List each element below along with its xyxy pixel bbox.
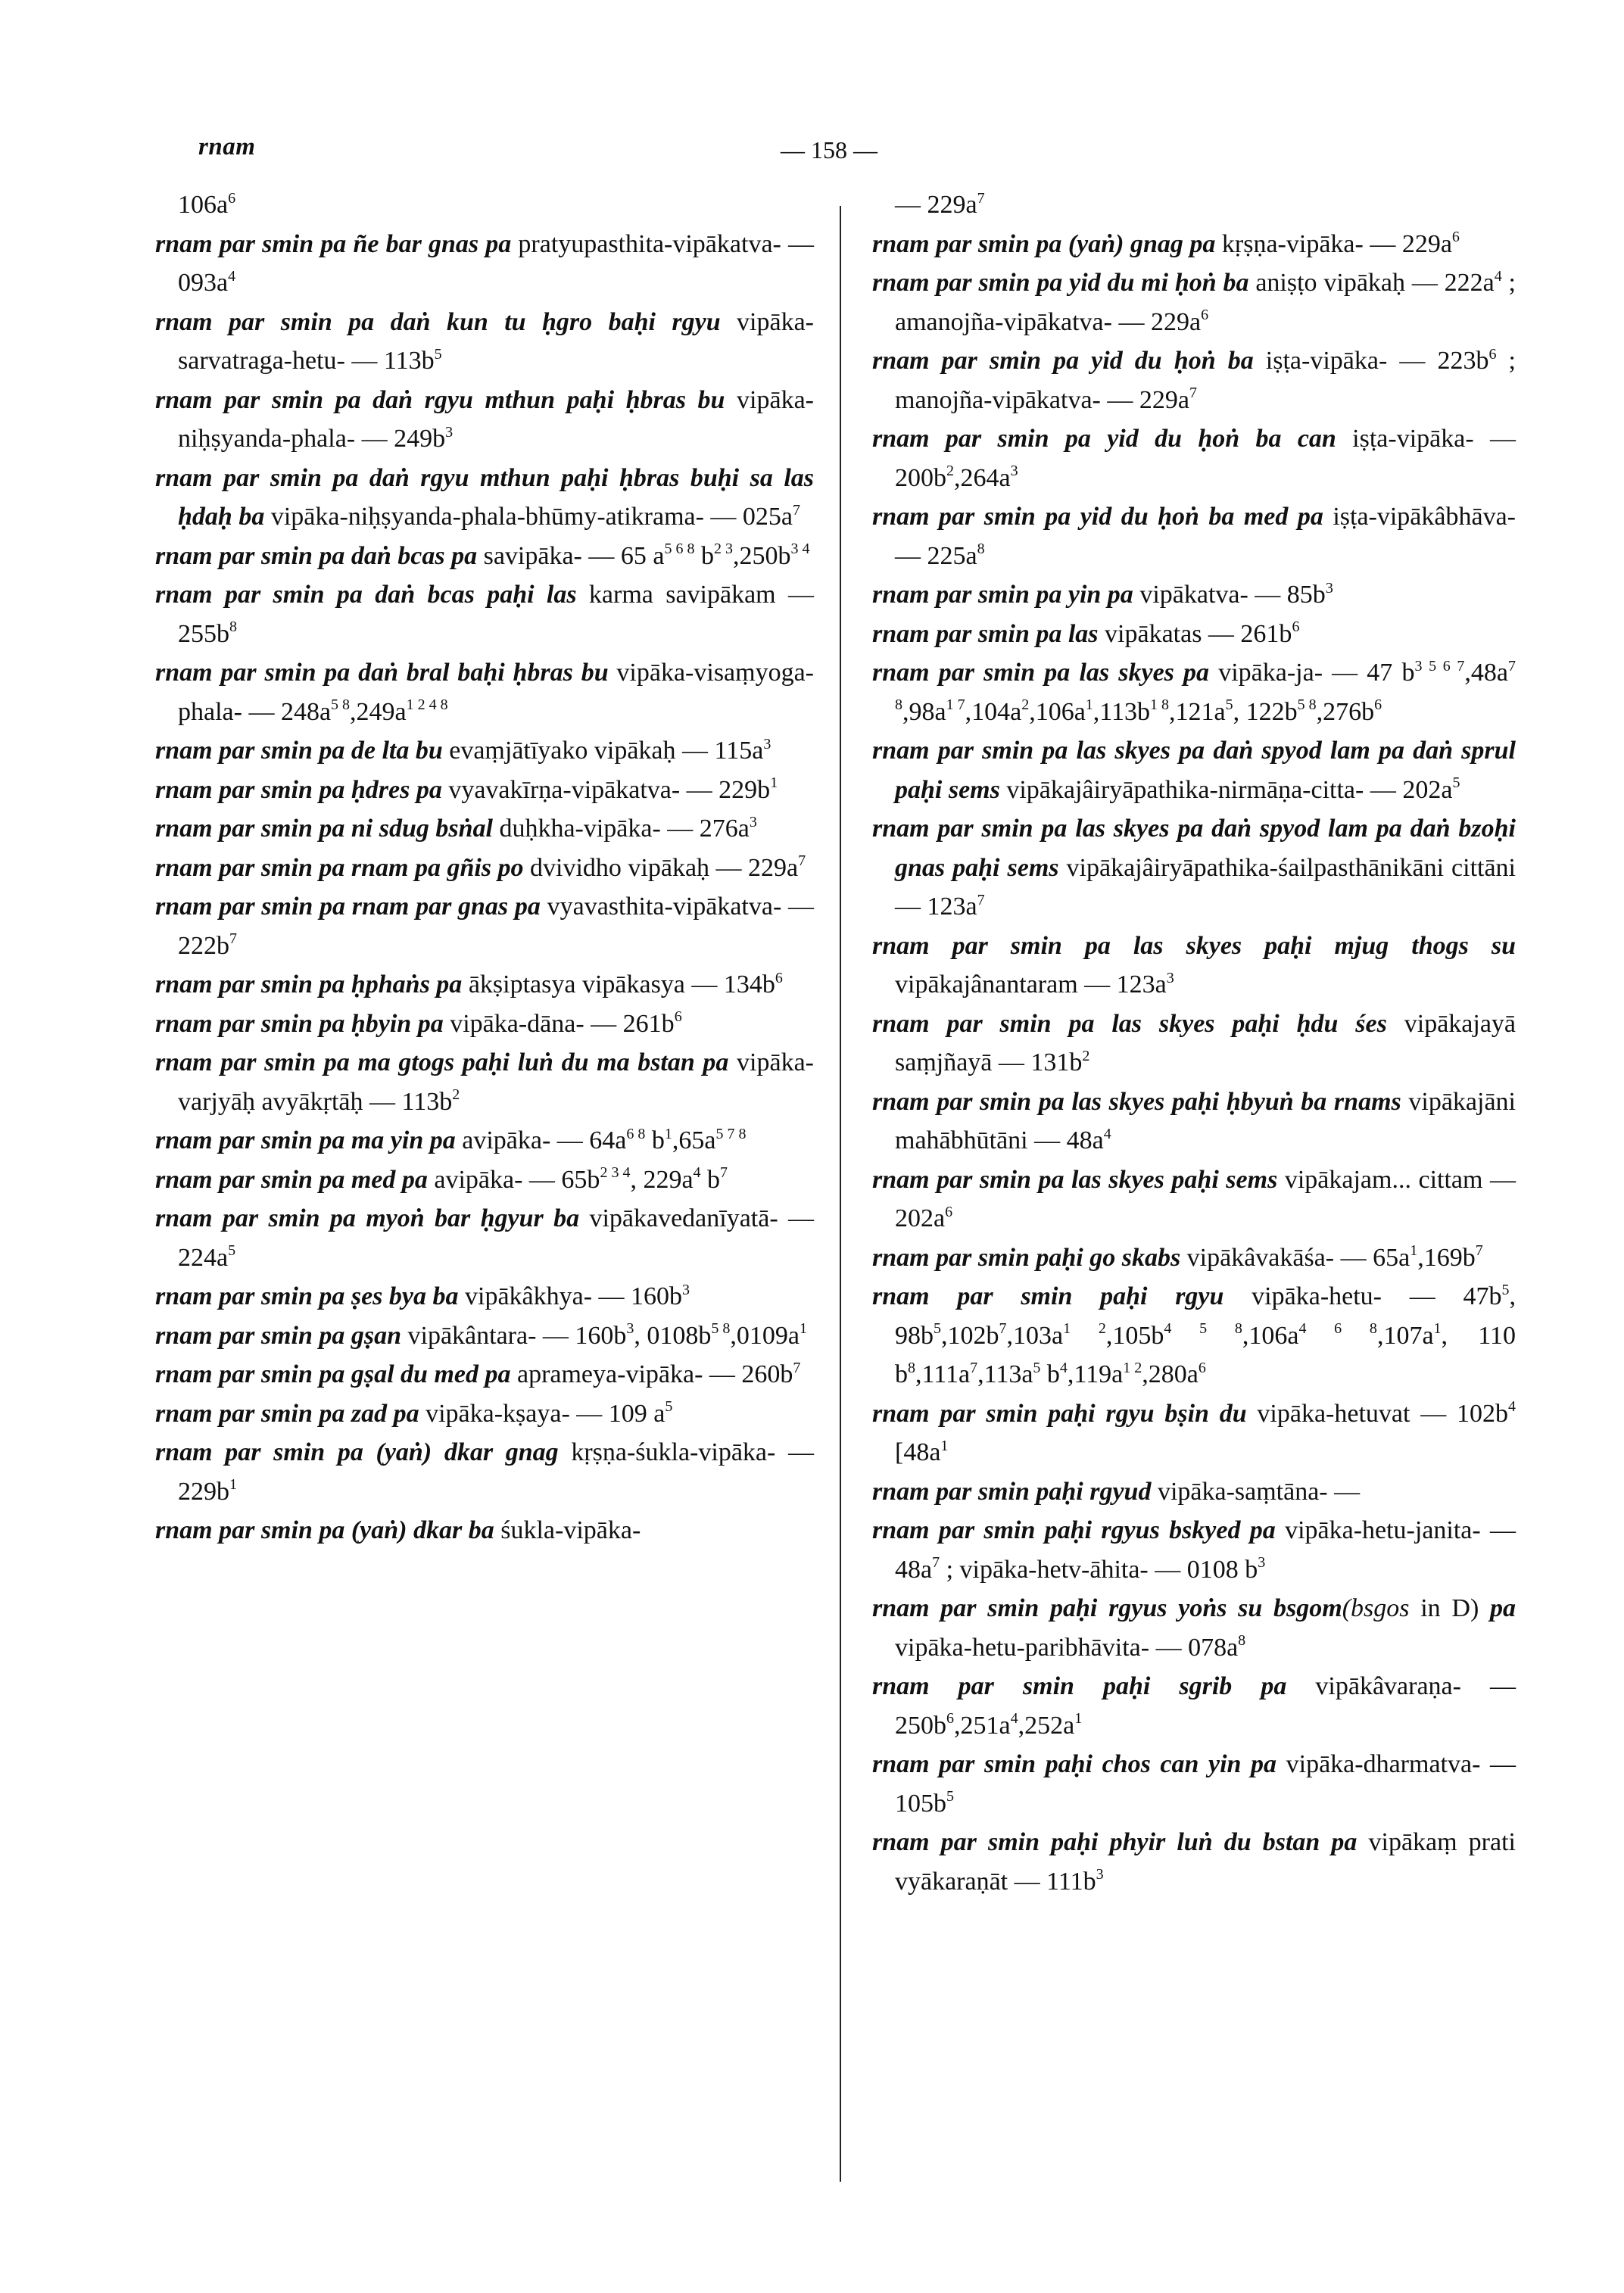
tibetan-headword: rnam par smin pa rnam par gnas pa — [155, 893, 541, 921]
sanskrit-gloss: evaṃjātīyako vipākaḥ — 115a — [442, 737, 764, 765]
dictionary-entry — [872, 1823, 1516, 1901]
sanskrit-gloss: vipāka-ja- — 47 b — [1209, 659, 1415, 687]
dictionary-entry — [872, 497, 1516, 575]
folio-line-superscript: 4 5 8 — [1164, 1320, 1242, 1338]
tibetan-headword: rnam par smin paḥi rgyus bskyed pa — [872, 1516, 1276, 1544]
sanskrit-gloss: karma savipākam — 255b — [178, 581, 814, 648]
sanskrit-gloss: ,121a — [1169, 697, 1226, 726]
tibetan-headword: rnam par smin pa daṅ rgyu mthun paḥi ḥbras bu — [155, 385, 725, 414]
folio-line-superscript: 3 4 — [790, 541, 810, 558]
tibetan-headword: rnam par smin pa daṅ rgyu mthun paḥi ḥbras buḥi sa las ḥdaḥ ba — [155, 463, 814, 531]
folio-line-superscript: 8 — [908, 1359, 915, 1376]
folio-line-superscript: 3 — [1166, 969, 1174, 986]
dictionary-entry — [872, 1238, 1516, 1278]
sanskrit-gloss: , 98b — [895, 1282, 1516, 1350]
dictionary-entry — [872, 1589, 1516, 1667]
sanskrit-gloss: vipākaṃ prati vyākaraṇāt — 111b — [895, 1828, 1516, 1896]
dictionary-entry — [872, 1394, 1516, 1472]
tibetan-headword: rnam par smin pa las skyes pa — [872, 659, 1210, 687]
tibetan-headword: rnam par smin pa ma yin pa — [155, 1126, 456, 1154]
folio-line-superscript: 6 — [1374, 696, 1382, 714]
sanskrit-gloss: ; manojña-vipākatva- — 229a — [895, 347, 1516, 414]
folio-line-superscript: 1 — [800, 1320, 807, 1338]
folio-line-superscript: 1 — [1074, 1710, 1083, 1728]
entry-continuation — [872, 185, 1516, 225]
dictionary-entry — [155, 1316, 814, 1356]
folio-line-superscript: 3 — [1010, 463, 1018, 480]
sanskrit-gloss: vipākajam... cittam — 202a — [895, 1165, 1516, 1232]
sanskrit-gloss: ,102b — [941, 1321, 999, 1350]
dictionary-entry — [872, 575, 1516, 615]
dictionary-entry — [155, 537, 814, 576]
folio-line-superscript: 5 — [1033, 1359, 1041, 1376]
dictionary-entry — [155, 1433, 814, 1511]
sanskrit-gloss: śukla-vipāka- — [494, 1516, 641, 1544]
folio-line-superscript: 7 — [793, 1359, 801, 1376]
folio-line-superscript: 8 — [977, 541, 985, 558]
sanskrit-gloss: in D) — [1409, 1594, 1490, 1622]
dictionary-entry — [155, 1161, 814, 1200]
dictionary-entry — [155, 1121, 814, 1161]
sanskrit-gloss: ,251a — [954, 1711, 1011, 1740]
tibetan-headword: rnam par smin pa med pa — [155, 1165, 428, 1194]
dictionary-entry — [155, 1043, 814, 1121]
dictionary-entry — [155, 1511, 814, 1550]
tibetan-headword: rnam par smin pa daṅ bcas pa — [155, 541, 478, 570]
running-head: rnam — [198, 133, 256, 160]
dictionary-entry — [155, 849, 814, 888]
folio-line-superscript: 6 — [1292, 618, 1300, 636]
folio-line-superscript: 7 — [720, 1164, 728, 1182]
tibetan-headword: rnam par smin pa yid du ḥoṅ ba can — [872, 425, 1336, 453]
dictionary-entry — [155, 303, 814, 381]
folio-line-superscript: 5 7 8 — [715, 1125, 747, 1142]
dictionary-entry — [155, 1277, 814, 1316]
dictionary-entry — [155, 1199, 814, 1277]
folio-line-superscript: 1 2 — [1123, 1359, 1142, 1376]
sanskrit-gloss: vipāka-saṃtāna- — — [1151, 1477, 1361, 1506]
dictionary-entry — [155, 809, 814, 849]
sanskrit-gloss: vipākântara- — 160b — [401, 1321, 627, 1350]
sanskrit-gloss: vipāka-visaṃyoga-phala- — 248a — [178, 659, 815, 726]
folio-line-superscript: 6 — [674, 1008, 682, 1026]
sanskrit-gloss: aprameya-vipāka- — 260b — [510, 1360, 793, 1388]
sanskrit-gloss: kṛṣṇa-śukla-vipāka- — 229b — [178, 1438, 814, 1506]
folio-line-superscript: 4 — [693, 1164, 701, 1182]
folio-line-superscript: 7 — [798, 852, 806, 870]
left-column — [155, 185, 814, 1550]
folio-line-superscript: 5 — [1225, 696, 1233, 714]
sanskrit-gloss: vipāka-hetu- — 47b — [1223, 1282, 1502, 1310]
tibetan-headword: rnam par smin pa daṅ kun tu ḥgro baḥi rgyu — [155, 307, 721, 336]
sanskrit-gloss: vipāka-hetu-janita- — 48a — [895, 1516, 1516, 1584]
tibetan-headword: rnam par smin pa de lta bu — [155, 737, 443, 765]
tibetan-headword: rnam par smin pa ñe bar gnas pa — [155, 229, 512, 258]
folio-line-superscript: 3 — [1096, 1866, 1104, 1883]
dictionary-entry — [155, 731, 814, 771]
sanskrit-gloss: vipākajâiryāpathika-śailpasthānikāni cittāni — 123a — [895, 853, 1516, 921]
folio-line-superscript: 6 — [775, 969, 783, 986]
dictionary-entry — [155, 381, 814, 459]
folio-line-superscript: 3 5 6 7 — [1414, 657, 1465, 675]
tibetan-headword: rnam par smin pa ḥbyin pa — [155, 1009, 444, 1038]
sanskrit-gloss: ,48a — [1464, 659, 1509, 687]
folio-line-superscript: 3 — [1258, 1554, 1266, 1572]
sanskrit-gloss: vipāka-hetuvat — 102b — [1246, 1399, 1508, 1428]
tibetan-headword: rnam par smin pa daṅ bcas paḥi las — [155, 581, 577, 609]
sanskrit-gloss: — 229a — [895, 191, 977, 219]
dictionary-entry — [872, 419, 1516, 497]
folio-line-superscript: 1 — [1433, 1320, 1442, 1338]
dictionary-entry — [872, 1511, 1516, 1589]
dictionary-entry — [872, 1277, 1516, 1394]
dictionary-entry — [155, 225, 814, 303]
tibetan-headword: rnam par smin pa (yaṅ) gnag pa — [872, 229, 1216, 258]
tibetan-headword: rnam par smin pa (yaṅ) dkar gnag — [155, 1438, 559, 1466]
sanskrit-gloss: , 229a — [630, 1165, 694, 1194]
sanskrit-gloss: ,280a — [1142, 1360, 1199, 1388]
tibetan-headword: rnam par smin pa ma gtogs paḥi luṅ du ma bstan pa — [155, 1048, 729, 1076]
folio-line-superscript: 2 3 — [713, 541, 733, 558]
folio-line-superscript: 8 — [1238, 1632, 1246, 1650]
folio-line-superscript: 7 — [977, 891, 985, 908]
sanskrit-gloss: ,264a — [954, 463, 1011, 492]
folio-line-superscript: 7 — [1475, 1242, 1483, 1260]
tibetan-headword: rnam par smin paḥi chos can yin pa — [872, 1750, 1277, 1778]
dictionary-entry — [872, 1745, 1516, 1823]
sanskrit-gloss: iṣṭa-vipāka- — 200b — [895, 425, 1516, 492]
sanskrit-gloss: ,276b — [1316, 697, 1375, 726]
sanskrit-gloss: vipāka-dāna- — 261b — [443, 1009, 675, 1038]
sanskrit-gloss: avipāka- — 65b — [427, 1165, 600, 1194]
dictionary-entry — [872, 225, 1516, 264]
folio-line-superscript: 5 — [434, 345, 442, 363]
sanskrit-gloss: kṛṣṇa-vipāka- — 229a — [1215, 229, 1452, 258]
folio-line-superscript: 8 — [229, 618, 237, 636]
folio-line-superscript: 5 8 — [1297, 696, 1317, 714]
sanskrit-gloss: ,106a — [1242, 1321, 1299, 1350]
sanskrit-gloss: b — [700, 1165, 721, 1194]
folio-line-superscript: 4 — [1494, 267, 1502, 285]
tibetan-headword: rnam par smin paḥi rgyus yoṅs su bsgom — [872, 1594, 1342, 1622]
tibetan-headword: rnam par smin pa daṅ bral baḥi ḥbras bu — [155, 659, 609, 687]
folio-line-superscript: 3 — [749, 813, 757, 830]
sanskrit-gloss: vipāka-varjyāḥ avyākṛtāḥ — 113b — [178, 1048, 814, 1116]
sanskrit-gloss: aniṣṭo vipākaḥ — 222a — [1248, 269, 1495, 297]
dictionary-entry — [872, 1667, 1516, 1745]
folio-line-superscript: 2 — [452, 1086, 460, 1104]
sanskrit-gloss: vyavakīrṇa-vipākatva- — 229b — [441, 775, 771, 804]
dictionary-entry — [155, 1005, 814, 1044]
dictionary-entry — [155, 653, 814, 731]
folio-line-superscript: 4 — [228, 267, 236, 285]
folio-line-superscript: 6 8 — [626, 1125, 646, 1142]
folio-line-superscript: 1 — [229, 1476, 237, 1494]
sanskrit-gloss: vipāka-niḥṣyanda-phala-bhūmy-atikrama- — 025a — [264, 503, 793, 531]
folio-line-superscript: 7 — [999, 1320, 1007, 1338]
folio-line-superscript: 5 — [228, 1242, 236, 1260]
tibetan-headword: rnam par smin paḥi rgyu bṣin du — [872, 1399, 1247, 1428]
sanskrit-gloss: vipākajāni mahābhūtāni — 48a — [895, 1087, 1516, 1154]
sanskrit-gloss: vipākavedanīyatā- — 224a — [178, 1204, 814, 1272]
folio-line-superscript: 6 — [228, 189, 236, 207]
tibetan-headword: rnam par smin paḥi rgyu — [872, 1282, 1224, 1310]
sanskrit-gloss: , 0108b — [634, 1321, 712, 1350]
dictionary-entry — [872, 615, 1516, 654]
dictionary-entry — [872, 809, 1516, 927]
tibetan-headword: rnam par smin paḥi rgyud — [872, 1477, 1152, 1506]
tibetan-headword: rnam par smin pa las skyes pa daṅ spyod lam pa daṅ bzoḥi gnas paḥi sems — [872, 815, 1516, 882]
sanskrit-gloss: 106a — [178, 191, 229, 219]
folio-line-superscript: 5 6 8 — [664, 541, 695, 558]
sanskrit-gloss: vipākajâiryāpathika-nirmāṇa-citta- — 202a — [999, 775, 1453, 804]
folio-line-superscript: 1 2 4 8 — [406, 696, 448, 714]
sanskrit-gloss: vipāka-hetu-paribhāvita- — 078a — [895, 1633, 1239, 1662]
tibetan-headword: rnam par smin pa las skyes paḥi ḥbyuṅ ba rnams — [872, 1087, 1401, 1116]
dictionary-entry — [872, 1005, 1516, 1083]
folio-line-superscript: 2 — [1082, 1047, 1090, 1064]
sanskrit-gloss: ,113a — [977, 1360, 1033, 1388]
folio-line-superscript: 7 8 — [895, 657, 1516, 714]
entry-continuation — [155, 185, 814, 225]
tibetan-headword: rnam par smin pa yin pa — [872, 581, 1133, 609]
sanskrit-gloss: ,119a — [1067, 1360, 1124, 1388]
tibetan-headword: rnam par smin pa ni sdug bsṅal — [155, 815, 493, 843]
sanskrit-gloss: ,106a — [1029, 697, 1086, 726]
dictionary-entry — [872, 263, 1516, 341]
tibetan-headword: rnam par smin pa ṣes bya ba — [155, 1282, 459, 1310]
folio-line-superscript: 5 — [1501, 1281, 1510, 1298]
dictionary-entry — [155, 771, 814, 810]
folio-line-superscript: 4 — [1010, 1710, 1018, 1728]
folio-line-superscript: 1 — [1410, 1242, 1418, 1260]
folio-line-superscript: 5 — [934, 1320, 941, 1338]
tibetan-headword: rnam par smin pa yid du ḥoṅ ba med pa — [872, 503, 1323, 531]
folio-line-superscript: 4 — [1103, 1125, 1111, 1142]
dictionary-entry — [155, 575, 814, 653]
folio-line-superscript: 6 — [1488, 345, 1497, 363]
folio-line-superscript: 1 7 — [946, 696, 965, 714]
sanskrit-gloss: ākṣiptasya vipākasya — 134b — [462, 970, 775, 999]
variant-note: (bsgos — [1342, 1594, 1410, 1622]
dictionary-entry — [872, 653, 1516, 731]
folio-line-superscript: 1 2 — [1063, 1320, 1106, 1338]
sanskrit-gloss: vyavasthita-vipākatva- — 222b — [178, 893, 814, 960]
tibetan-headword: rnam par smin paḥi phyir luṅ du bstan pa — [872, 1828, 1357, 1856]
folio-line-superscript: 6 — [1201, 307, 1209, 324]
sanskrit-gloss: iṣṭa-vipāka- — 223b — [1253, 347, 1489, 375]
dictionary-entry — [872, 731, 1516, 809]
sanskrit-gloss: vipāka-niḥṣyanda-phala- — 249b — [178, 385, 814, 453]
folio-line-superscript: 6 — [945, 1203, 953, 1220]
sanskrit-gloss: vipākatas — 261b — [1098, 619, 1292, 648]
sanskrit-gloss: ,104a — [965, 697, 1022, 726]
tibetan-headword: rnam par smin pa las — [872, 619, 1099, 648]
folio-line-superscript: 1 8 — [1150, 696, 1170, 714]
column-divider — [840, 206, 841, 2182]
sanskrit-gloss: avipāka- — 64a — [455, 1126, 627, 1154]
sanskrit-gloss: vipākâvakāśa- — 65a — [1180, 1243, 1410, 1272]
sanskrit-gloss: ,111a — [915, 1360, 971, 1388]
sanskrit-gloss: ; amanojña-vipākatva- — 229a — [895, 269, 1516, 336]
sanskrit-gloss: vipākâkhya- — 160b — [458, 1282, 683, 1310]
folio-line-superscript: 5 — [1452, 774, 1460, 792]
sanskrit-gloss: ,249a — [350, 697, 407, 726]
sanskrit-gloss: b — [645, 1126, 665, 1154]
dictionary-entry — [872, 1472, 1516, 1512]
tibetan-headword: rnam par smin pa myoṅ bar ḥgyur ba — [155, 1204, 580, 1232]
sanskrit-gloss: ,107a — [1376, 1321, 1434, 1350]
sanskrit-gloss: b — [694, 541, 714, 570]
folio-line-superscript: 5 — [946, 1788, 954, 1805]
sanskrit-gloss: ,113b — [1093, 697, 1151, 726]
sanskrit-gloss: , 110 b — [895, 1321, 1516, 1388]
sanskrit-gloss: vipākâvaraṇa- — 250b — [895, 1672, 1516, 1740]
tibetan-headword: rnam par smin pa las skyes paḥi mjug thogs su — [872, 931, 1516, 960]
folio-line-superscript: 7 — [229, 930, 237, 948]
dictionary-entry — [155, 1355, 814, 1394]
folio-line-superscript: 6 — [946, 1710, 954, 1728]
dictionary-entry — [872, 927, 1516, 1005]
folio-line-superscript: 2 — [946, 463, 954, 480]
sanskrit-gloss: iṣṭa-vipākâbhāva- — 225a — [895, 503, 1516, 570]
sanskrit-gloss: savipāka- — 65 a — [477, 541, 665, 570]
sanskrit-gloss: ,252a — [1018, 1711, 1075, 1740]
folio-line-superscript: 4 — [1508, 1398, 1516, 1416]
dictionary-entry — [155, 459, 814, 537]
folio-line-superscript: 6 — [1198, 1359, 1206, 1376]
tibetan-headword: rnam par smin pa yid du ḥoṅ ba — [872, 347, 1254, 375]
sanskrit-gloss: b — [1040, 1360, 1060, 1388]
sanskrit-gloss: vipāka-kṣaya- — 109 a — [419, 1399, 665, 1428]
tibetan-headword: rnam par smin pa gṣan — [155, 1321, 401, 1350]
folio-line-superscript: 1 — [770, 774, 778, 792]
folio-line-superscript: 7 — [793, 501, 801, 519]
folio-line-superscript: 7 — [977, 189, 985, 207]
sanskrit-gloss: vipāka-sarvatraga-hetu- — 113b — [178, 307, 814, 375]
sanskrit-gloss: ,250b — [732, 541, 791, 570]
folio-line-superscript: 5 8 — [331, 696, 351, 714]
sanskrit-gloss: [48a — [895, 1438, 941, 1466]
folio-line-superscript: 3 — [763, 735, 771, 752]
sanskrit-gloss: duḥkha-vipāka- — 276a — [492, 815, 750, 843]
tibetan-headword: rnam par smin pa gṣal du med pa — [155, 1360, 511, 1388]
folio-line-superscript: 3 — [626, 1320, 634, 1338]
tibetan-headword: pa — [1489, 1594, 1516, 1622]
dictionary-entry — [872, 341, 1516, 419]
dictionary-entry — [155, 887, 814, 965]
folio-line-superscript: 5 — [665, 1398, 673, 1416]
folio-line-superscript: 7 — [932, 1554, 940, 1572]
tibetan-headword: rnam par smin pa las skyes pa daṅ spyod lam pa daṅ sprul paḥi sems — [872, 737, 1516, 804]
tibetan-headword: rnam par smin pa (yaṅ) dkar ba — [155, 1516, 494, 1544]
sanskrit-gloss: vipākatva- — 85b — [1133, 581, 1326, 609]
sanskrit-gloss: ,0109a — [730, 1321, 800, 1350]
folio-line-superscript: 1 — [940, 1437, 949, 1454]
sanskrit-gloss: vipāka-dharmatva- — 105b — [895, 1750, 1516, 1818]
dictionary-entry — [155, 965, 814, 1005]
sanskrit-gloss: dvividho vipākaḥ — 229a — [523, 853, 799, 882]
folio-line-superscript: 6 — [1451, 229, 1460, 246]
tibetan-headword: rnam par smin pa ḥdres pa — [155, 775, 442, 804]
folio-line-superscript: 1 — [1085, 696, 1093, 714]
sanskrit-gloss: , 122b — [1233, 697, 1298, 726]
folio-line-superscript: 7 — [970, 1359, 978, 1376]
folio-line-superscript: 7 — [1189, 385, 1197, 402]
folio-line-superscript: 4 — [1059, 1359, 1068, 1376]
tibetan-headword: rnam par smin pa ḥphaṅs pa — [155, 970, 463, 999]
folio-line-superscript: 5 8 — [711, 1320, 731, 1338]
right-column — [872, 185, 1516, 1901]
folio-line-superscript: 4 6 8 — [1298, 1320, 1377, 1338]
folio-line-superscript: 3 — [1325, 579, 1333, 597]
dictionary-entry — [155, 1394, 814, 1434]
sanskrit-gloss: ,103a — [1006, 1321, 1064, 1350]
tibetan-headword: rnam par smin paḥi go skabs — [872, 1243, 1181, 1272]
sanskrit-gloss: ,65a — [672, 1126, 716, 1154]
tibetan-headword: rnam par smin paḥi sgrib pa — [872, 1672, 1287, 1700]
sanskrit-gloss: vipākajânantaram — 123a — [895, 970, 1167, 999]
folio-line-superscript: 3 — [445, 423, 454, 441]
tibetan-headword: rnam par smin pa las skyes paḥi sems — [872, 1165, 1278, 1194]
folio-line-superscript: 2 3 4 — [600, 1164, 631, 1182]
sanskrit-gloss: ,169b — [1417, 1243, 1476, 1272]
folio-line-superscript: 3 — [682, 1281, 690, 1298]
sanskrit-gloss: ,98a — [902, 697, 946, 726]
tibetan-headword: rnam par smin pa zad pa — [155, 1399, 419, 1428]
dictionary-entry — [872, 1161, 1516, 1238]
sanskrit-gloss: ; vipāka-hetv-āhita- — 0108 b — [940, 1555, 1258, 1584]
folio-line-superscript: 1 — [664, 1125, 672, 1142]
sanskrit-gloss: pratyupasthita-vipākatva- — 093a — [178, 229, 815, 297]
page-number: — 158 — — [781, 136, 877, 164]
tibetan-headword: rnam par smin pa yid du mi ḥoṅ ba — [872, 269, 1249, 297]
sanskrit-gloss: vipākajayā saṃjñayā — 131b — [895, 1009, 1516, 1076]
dictionary-entry — [872, 1083, 1516, 1161]
tibetan-headword: rnam par smin pa rnam pa gñis po — [155, 853, 524, 882]
folio-line-superscript: 2 — [1021, 696, 1030, 714]
sanskrit-gloss: ,105b — [1105, 1321, 1164, 1350]
tibetan-headword: rnam par smin pa las skyes paḥi ḥdu śes — [872, 1009, 1387, 1038]
